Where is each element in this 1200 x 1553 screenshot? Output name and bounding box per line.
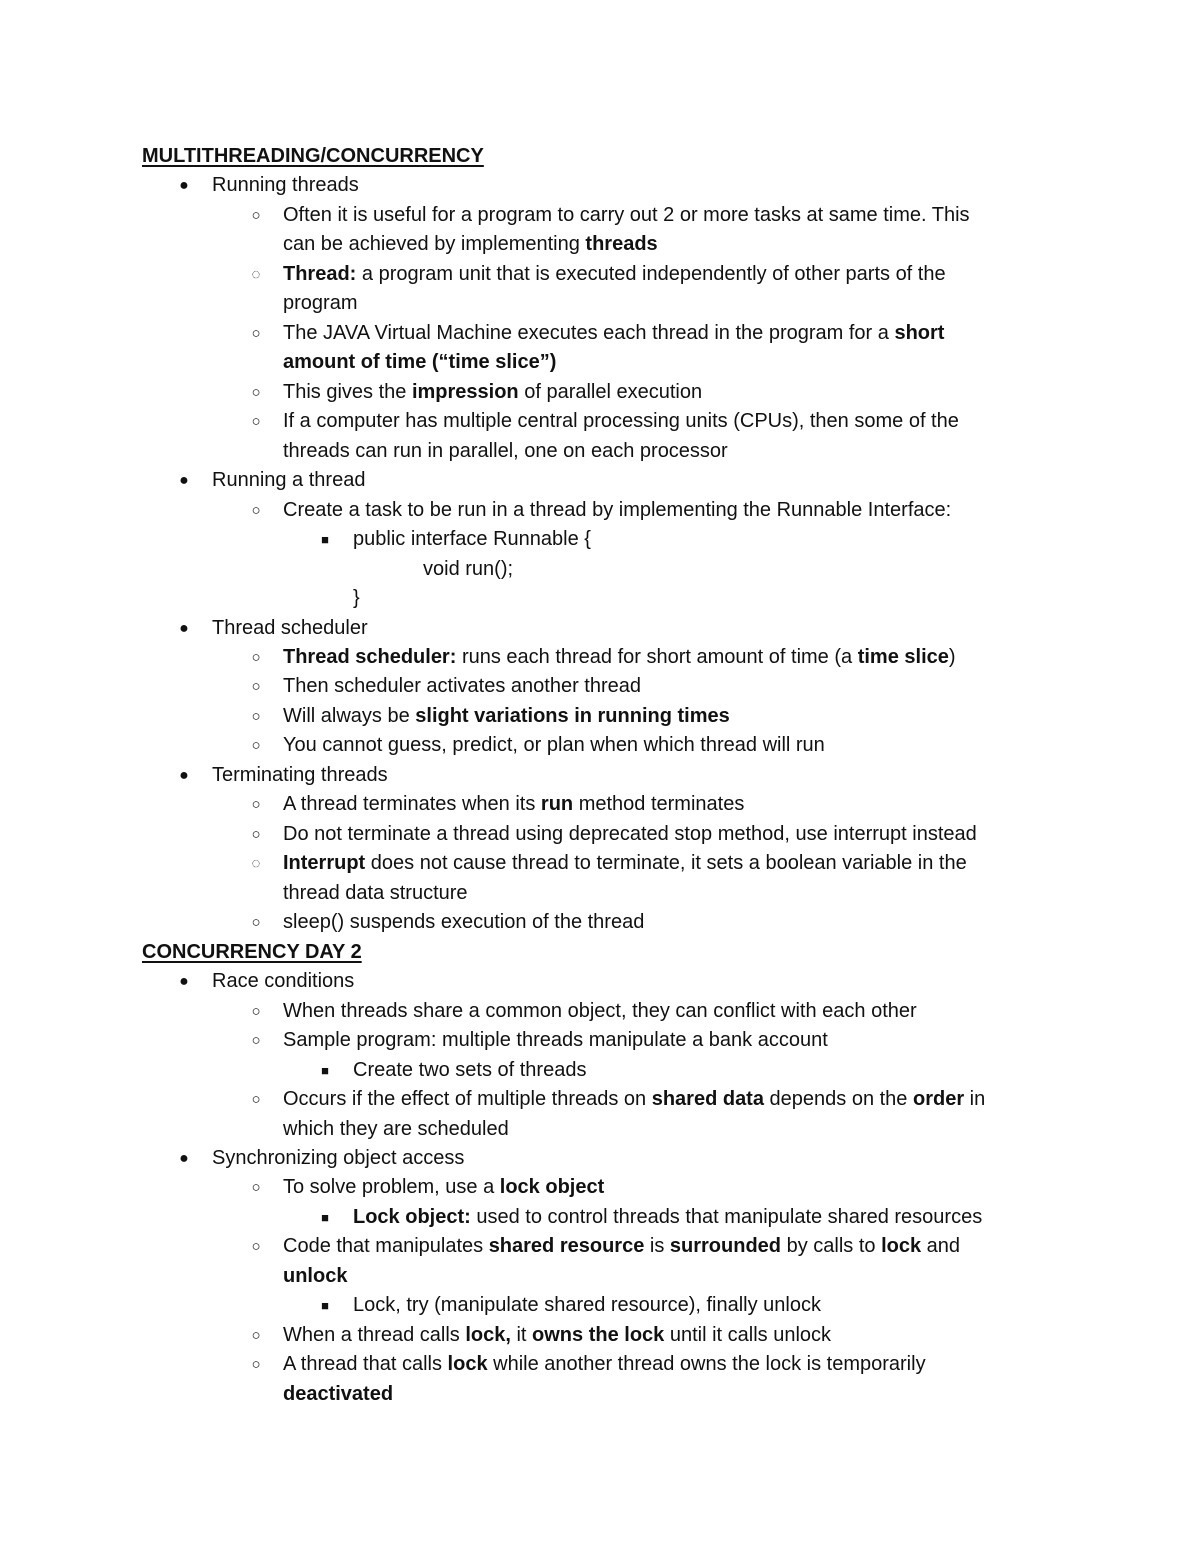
circle-bullet-icon: ○ [251, 1356, 261, 1374]
text: threads can run in parallel, one on each processor [283, 439, 728, 462]
disc-bullet-icon: ● [179, 177, 189, 195]
text: Running a thread [212, 469, 366, 492]
text: sleep() suspends execution of the thread [283, 911, 645, 934]
text: and [921, 1235, 961, 1258]
bold-text: run [540, 793, 574, 816]
list-item-line [353, 584, 360, 614]
list-item-line [283, 289, 357, 319]
list-item-line [283, 201, 970, 231]
square-bullet-icon: ■ [321, 1209, 329, 1225]
bold-text: impression [411, 380, 519, 403]
text: A thread that calls [283, 1353, 448, 1376]
text: a program unit that is executed independently of other parts of the [356, 262, 946, 285]
disc-bullet-icon: ● [179, 766, 189, 784]
circle-bullet-icon: ○ [251, 1238, 261, 1256]
circle-bullet-icon: ○ [251, 324, 261, 342]
text: A thread terminates when its [283, 793, 541, 816]
list-item-line [212, 761, 388, 791]
circle-bullet-icon: ○ [251, 1091, 261, 1109]
text: ) [948, 645, 956, 668]
text: method terminates [573, 793, 745, 816]
list-item-line [212, 466, 365, 496]
text: public interface Runnable { [353, 528, 591, 551]
circle-bullet-icon: ○ [251, 707, 261, 725]
list-item-line [283, 496, 951, 526]
text: This gives the [283, 380, 412, 403]
text: To solve problem, use a [283, 1176, 500, 1199]
bold-text: time slice [857, 645, 949, 668]
circle-bullet-icon: ○ [251, 1032, 261, 1050]
circle-bullet-icon: ○ [251, 206, 261, 224]
list-item-line [283, 820, 977, 850]
circle-bullet-icon: ○ [251, 825, 261, 843]
bold-text: slight variations in running times [415, 704, 730, 727]
text: The JAVA Virtual Machine executes each thread in the program for a [283, 321, 895, 344]
section-heading [142, 938, 362, 968]
text: } [353, 587, 360, 610]
list-item-line [212, 614, 368, 644]
list-item-line [283, 643, 956, 673]
list-item-line [283, 790, 744, 820]
list-item-line [283, 260, 946, 290]
text: void run(); [423, 557, 514, 580]
list-item-line [283, 230, 658, 260]
text: Terminating threads [212, 763, 388, 786]
list-item-line [283, 407, 959, 437]
square-bullet-icon: ■ [321, 1062, 329, 1078]
text: until it calls unlock [664, 1323, 832, 1346]
text: depends on the [763, 1088, 913, 1111]
circle-bullet-icon: ○ [251, 648, 261, 666]
bold-text: lock object [499, 1176, 605, 1199]
bold-text: shared resource [488, 1235, 645, 1258]
section-heading [142, 142, 484, 172]
text: it [510, 1323, 533, 1346]
circle-bullet-icon: ○ [251, 413, 261, 431]
list-item-line [212, 171, 359, 201]
list-item-line [423, 555, 513, 585]
text: Code that manipulates [283, 1235, 489, 1258]
text: CONCURRENCY DAY 2 [142, 940, 362, 963]
list-item-line [212, 967, 354, 997]
text: When a thread calls [283, 1323, 466, 1346]
bold-text: amount of time (“time slice”) [283, 351, 557, 374]
square-bullet-icon: ■ [321, 1298, 329, 1314]
square-bullet-icon: ■ [321, 532, 329, 548]
text: Sample program: multiple threads manipulate a bank account [283, 1029, 828, 1052]
text: Occurs if the effect of multiple threads on [283, 1088, 652, 1111]
list-item-line [283, 348, 556, 378]
bold-text: unlock [283, 1264, 348, 1287]
bold-text: Lock object: [353, 1205, 471, 1228]
text: while another thread owns the lock is temporarily [487, 1353, 926, 1376]
bold-text: Thread scheduler: [283, 645, 457, 668]
list-item-line [283, 849, 967, 879]
text: by calls to [781, 1235, 882, 1258]
list-item-line [283, 1232, 960, 1262]
disc-bullet-icon: ● [179, 472, 189, 490]
bold-text: lock [447, 1353, 488, 1376]
text: Then scheduler activates another thread [283, 675, 641, 698]
bold-text: order [912, 1088, 965, 1111]
text: You cannot guess, predict, or plan when which thread will run [283, 734, 825, 757]
circle-bullet-icon: ○ [251, 914, 261, 932]
bold-text: Interrupt [283, 852, 366, 875]
text: If a computer has multiple central processing units (CPUs), then some of the [283, 410, 959, 433]
bold-text: deactivated [283, 1382, 394, 1405]
text: Create a task to be run in a thread by implementing the Runnable Interface: [283, 498, 952, 521]
list-item-line [283, 1026, 828, 1056]
circle-bullet-icon: ○ [251, 1179, 261, 1197]
circle-bullet-icon: ○ [251, 383, 261, 401]
dotted-circle-bullet-icon: ◌ [251, 855, 261, 873]
text: MULTITHREADING/CONCURRENCY [142, 145, 484, 167]
list-item-line [283, 731, 825, 761]
text: Lock, try (manipulate shared resource), finally unlock [353, 1294, 821, 1317]
disc-bullet-icon: ● [179, 619, 189, 637]
text: Create two sets of threads [353, 1058, 587, 1081]
list-item-line [353, 1203, 982, 1233]
bold-text: lock, [465, 1323, 511, 1346]
text: runs each thread for short amount of time (a [456, 645, 858, 668]
text: is [644, 1235, 670, 1258]
list-item-line [283, 702, 730, 732]
text: which they are scheduled [283, 1117, 509, 1140]
list-item-line [353, 1056, 586, 1086]
list-item-line [283, 319, 944, 349]
circle-bullet-icon: ○ [251, 796, 261, 814]
text: used to control threads that manipulate shared resources [470, 1205, 983, 1228]
bold-text: shared data [651, 1088, 764, 1111]
text: Race conditions [212, 970, 355, 993]
list-item-line [283, 1380, 393, 1410]
list-item-line [283, 1173, 604, 1203]
text: program [283, 292, 358, 315]
text: Thread scheduler [212, 616, 368, 639]
circle-bullet-icon: ○ [251, 501, 261, 519]
bold-text: owns the lock [532, 1323, 665, 1346]
text: When threads share a common object, they can conflict with each other [283, 999, 917, 1022]
disc-bullet-icon: ● [179, 973, 189, 991]
list-item-line [283, 997, 917, 1027]
bold-text: lock [881, 1235, 922, 1258]
text: Will always be [283, 704, 416, 727]
text: Synchronizing object access [212, 1146, 465, 1169]
list-item-line [283, 672, 641, 702]
dotted-circle-bullet-icon: ◌ [251, 265, 261, 283]
circle-bullet-icon: ○ [251, 678, 261, 696]
text: can be achieved by implementing [283, 233, 586, 256]
list-item-line [283, 437, 728, 467]
text: Do not terminate a thread using deprecated stop method, use interrupt instead [283, 822, 977, 845]
text: Running threads [212, 174, 359, 197]
list-item-line [353, 1291, 821, 1321]
list-item-line [283, 1085, 985, 1115]
list-item-line [283, 1262, 347, 1292]
text: of parallel execution [518, 380, 703, 403]
text: Often it is useful for a program to carry out 2 or more tasks at same time. This [283, 203, 970, 226]
circle-bullet-icon: ○ [251, 1002, 261, 1020]
list-item-line [212, 1144, 464, 1174]
bold-text: Thread: [283, 262, 357, 285]
bold-text: short [894, 321, 945, 344]
list-item-line [283, 1115, 509, 1145]
list-item-line [283, 378, 702, 408]
list-item-line [353, 525, 591, 555]
bold-text: threads [585, 233, 658, 256]
text: does not cause thread to terminate, it sets a boolean variable in the [365, 852, 967, 875]
bold-text: surrounded [669, 1235, 782, 1258]
text: in [964, 1088, 986, 1111]
disc-bullet-icon: ● [179, 1149, 189, 1167]
text: thread data structure [283, 881, 468, 904]
list-item-line [283, 1350, 926, 1380]
list-item-line [283, 879, 468, 909]
list-item-line [283, 908, 644, 938]
circle-bullet-icon: ○ [251, 1326, 261, 1344]
circle-bullet-icon: ○ [251, 737, 261, 755]
list-item-line [283, 1321, 831, 1351]
